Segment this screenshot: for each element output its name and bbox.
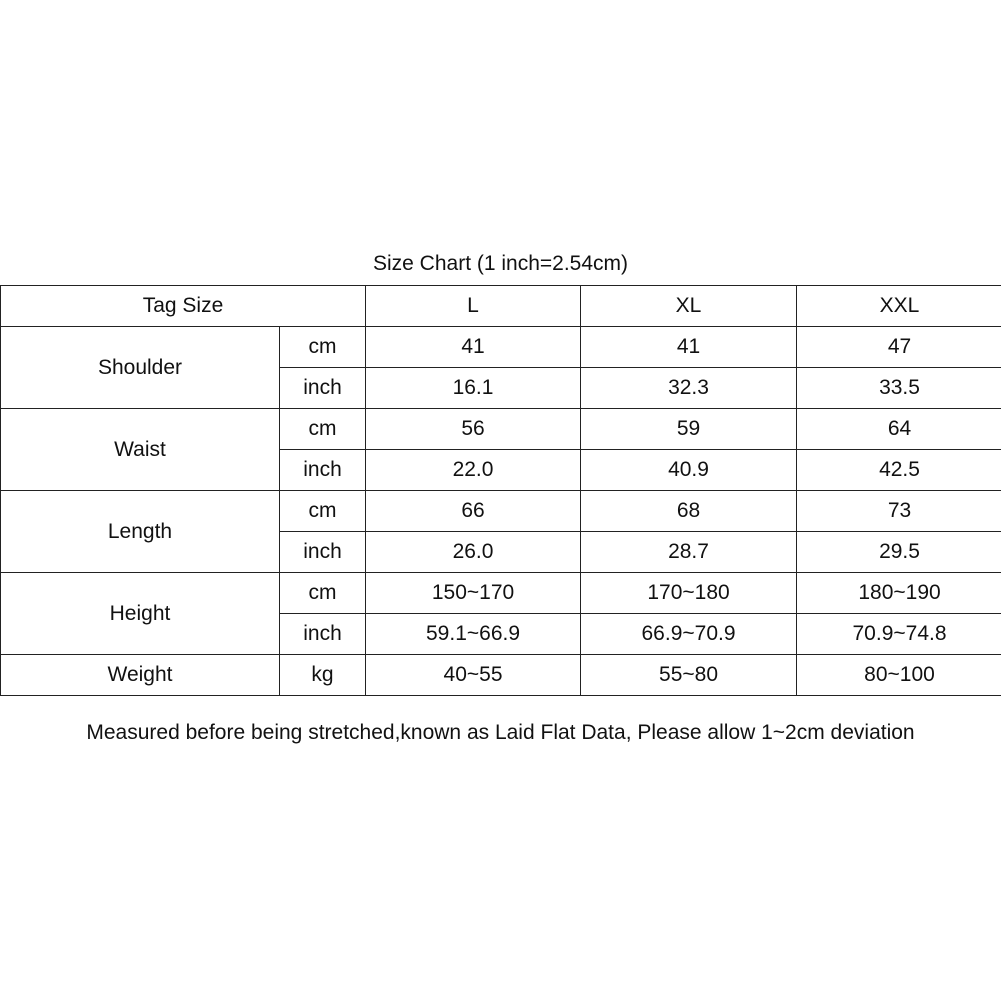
row-label-height: Height (1, 573, 280, 655)
value-cell: 42.5 (797, 450, 1001, 491)
measurement-note: Measured before being stretched,known as Laid Flat Data, Please allow 1~2cm deviation (86, 721, 915, 744)
unit-cell: cm (280, 573, 366, 614)
row-label-shoulder: Shoulder (1, 327, 280, 409)
unit-cell: inch (280, 368, 366, 409)
tag-size-header: Tag Size (1, 286, 366, 327)
unit-cell: cm (280, 409, 366, 450)
value-cell: 56 (366, 409, 581, 450)
value-cell: 68 (581, 491, 797, 532)
unit-cell: kg (280, 655, 366, 696)
value-cell: 59 (581, 409, 797, 450)
value-cell: 40.9 (581, 450, 797, 491)
table-row (1, 491, 1001, 532)
table-row (1, 655, 1001, 696)
size-header-xl: XL (581, 286, 797, 327)
header-row (1, 286, 1001, 327)
unit-cell: inch (280, 450, 366, 491)
value-cell: 41 (366, 327, 581, 368)
value-cell: 29.5 (797, 532, 1001, 573)
table-row (1, 409, 1001, 450)
value-cell: 80~100 (797, 655, 1001, 696)
value-cell: 26.0 (366, 532, 581, 573)
size-table (0, 285, 1001, 696)
value-cell: 70.9~74.8 (797, 614, 1001, 655)
size-header-l: L (366, 286, 581, 327)
unit-cell: inch (280, 614, 366, 655)
value-cell: 180~190 (797, 573, 1001, 614)
value-cell: 55~80 (581, 655, 797, 696)
value-cell: 41 (581, 327, 797, 368)
value-cell: 73 (797, 491, 1001, 532)
size-header-xxl: XXL (797, 286, 1001, 327)
value-cell: 66 (366, 491, 581, 532)
value-cell: 150~170 (366, 573, 581, 614)
value-cell: 28.7 (581, 532, 797, 573)
unit-cell: inch (280, 532, 366, 573)
size-chart-title: Size Chart (1 inch=2.54cm) (372, 252, 629, 275)
value-cell: 22.0 (366, 450, 581, 491)
table-row (1, 327, 1001, 368)
value-cell: 40~55 (366, 655, 581, 696)
table-row (1, 573, 1001, 614)
unit-cell: cm (280, 491, 366, 532)
value-cell: 66.9~70.9 (581, 614, 797, 655)
value-cell: 33.5 (797, 368, 1001, 409)
row-label-waist: Waist (1, 409, 280, 491)
value-cell: 32.3 (581, 368, 797, 409)
row-label-weight: Weight (1, 655, 280, 696)
row-label-length: Length (1, 491, 280, 573)
value-cell: 170~180 (581, 573, 797, 614)
unit-cell: cm (280, 327, 366, 368)
value-cell: 16.1 (366, 368, 581, 409)
value-cell: 47 (797, 327, 1001, 368)
value-cell: 59.1~66.9 (366, 614, 581, 655)
value-cell: 64 (797, 409, 1001, 450)
